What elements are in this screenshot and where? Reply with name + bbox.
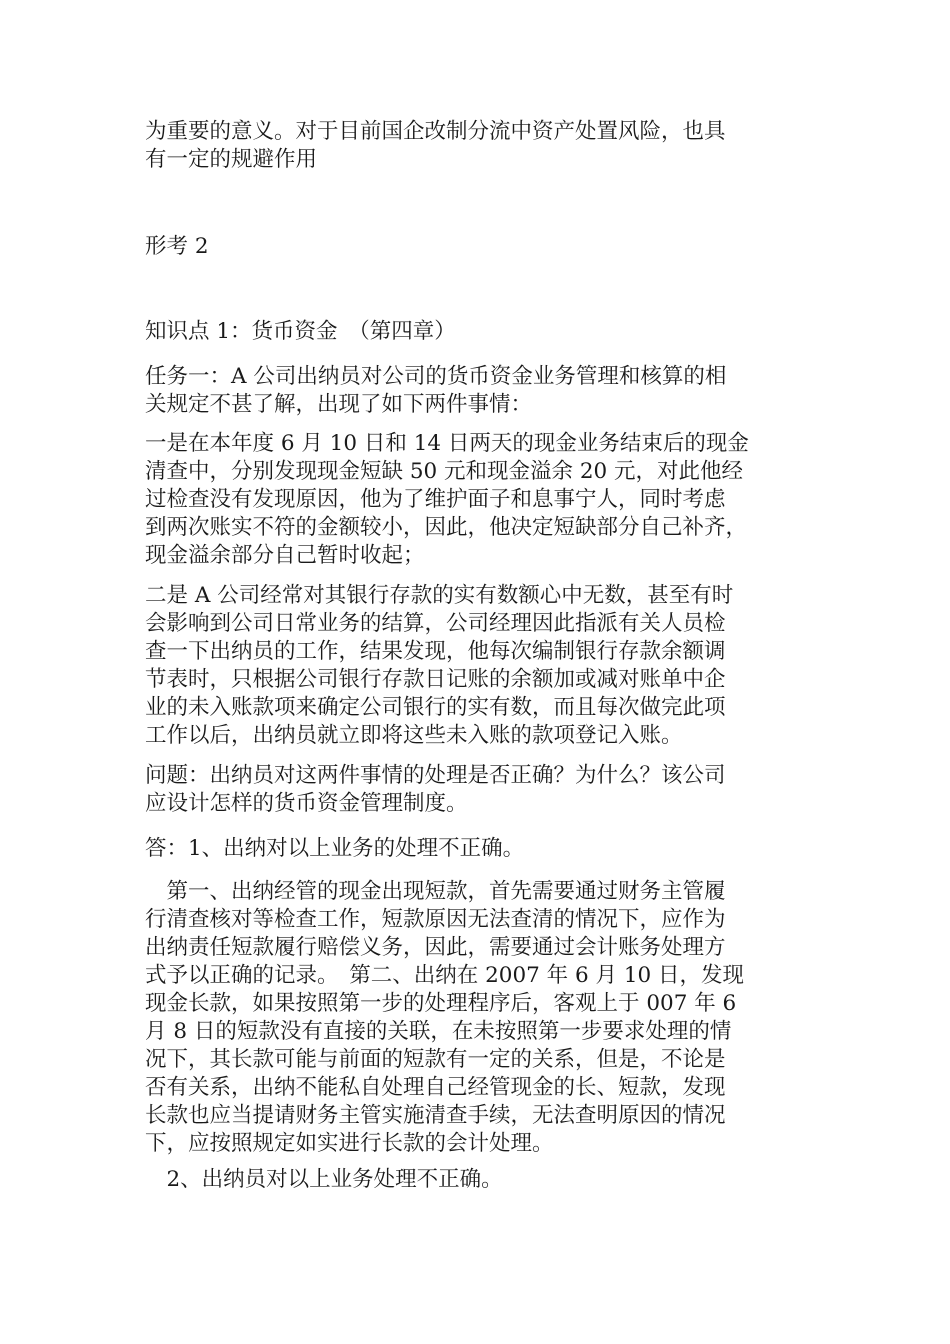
case-one-line: 清查中，分别发现现金短缺 50 元和现金溢余 20 元，对此他经 (145, 459, 744, 484)
case-one-line: 现金溢余部分自己暂时收起； (145, 543, 425, 568)
case-one-line: 一是在本年度 6 月 10 日和 14 日两天的现金业务结束后的现金 (145, 431, 749, 456)
answer-body-line: 况下，其长款可能与前面的短款有一定的关系，但是，不论是 (145, 1047, 726, 1072)
answer-body-line: 月 8 日的短款没有直接的关联，在未按照第一步要求处理的情 (145, 1019, 732, 1044)
answer-body-paragraph (145, 878, 805, 1158)
case-two-line: 会影响到公司日常业务的结算，公司经理因此指派有关人员检 (145, 611, 726, 636)
answer-body-line: 第一、出纳经管的现金出现短款，首先需要通过财务主管履 (145, 879, 726, 904)
section-title: 形考 2 (145, 234, 209, 259)
task-line: 任务一：A 公司出纳员对公司的货币资金业务管理和核算的相 (145, 364, 727, 389)
intro-line: 为重要的意义。对于目前国企改制分流中资产处置风险，也具 (145, 119, 726, 144)
case-two-line: 业的未入账款项来确定公司银行的实有数，而且每次做完此项 (145, 695, 726, 720)
answer-body-line: 长款也应当提请财务主管实施清查手续，无法查明原因的情况 (145, 1103, 726, 1128)
answer-heading: 答：1、出纳对以上业务的处理不正确。 (145, 836, 525, 861)
answer-body-line: 行清查核对等检查工作，短款原因无法查清的情况下，应作为 (145, 907, 726, 932)
answer-body-line: 现金长款，如果按照第一步的处理程序后，客观上于 007 年 6 (145, 991, 737, 1016)
answer-body-line: 出纳责任短款履行赔偿义务，因此，需要通过会计账务处理方 (145, 935, 726, 960)
question-line: 问题：出纳员对这两件事情的处理是否正确？为什么？该公司 (145, 763, 726, 788)
case-two-line: 工作以后，出纳员就立即将这些未入账的款项登记入账。 (145, 723, 683, 748)
answer-body-line: 否有关系，出纳不能私自处理自己经管现金的长、短款，发现 (145, 1075, 726, 1100)
case-two-line: 二是 A 公司经常对其银行存款的实有数额心中无数，甚至有时 (145, 583, 734, 608)
case-one-paragraph (145, 430, 805, 570)
intro-line: 有一定的规避作用 (145, 147, 318, 172)
knowledge-point-heading: 知识点 1：货币资金 （第四章） (145, 319, 456, 344)
answer-body-line: 式予以正确的记录。 第二、出纳在 2007 年 6 月 10 日，发现 (145, 963, 745, 988)
intro-paragraph (145, 118, 805, 174)
answer-two-heading: 2、出纳员对以上业务处理不正确。 (145, 1167, 503, 1192)
case-two-line: 查一下出纳员的工作，结果发现，他每次编制银行存款余额调 (145, 639, 726, 664)
case-one-line: 过检查没有发现原因，他为了维护面子和息事宁人，同时考虑 (145, 487, 726, 512)
case-one-line: 到两次账实不符的金额较小，因此，他决定短缺部分自己补齐， (145, 515, 748, 540)
case-two-paragraph (145, 582, 805, 750)
question-paragraph (145, 762, 805, 818)
answer-body-line: 下，应按照规定如实进行长款的会计处理。 (145, 1131, 554, 1156)
task-paragraph (145, 363, 805, 419)
task-line: 关规定不甚了解，出现了如下两件事情： (145, 392, 533, 417)
question-line: 应设计怎样的货币资金管理制度。 (145, 791, 468, 816)
case-two-line: 节表时，只根据公司银行存款日记账的余额加或减对账单中企 (145, 667, 726, 692)
